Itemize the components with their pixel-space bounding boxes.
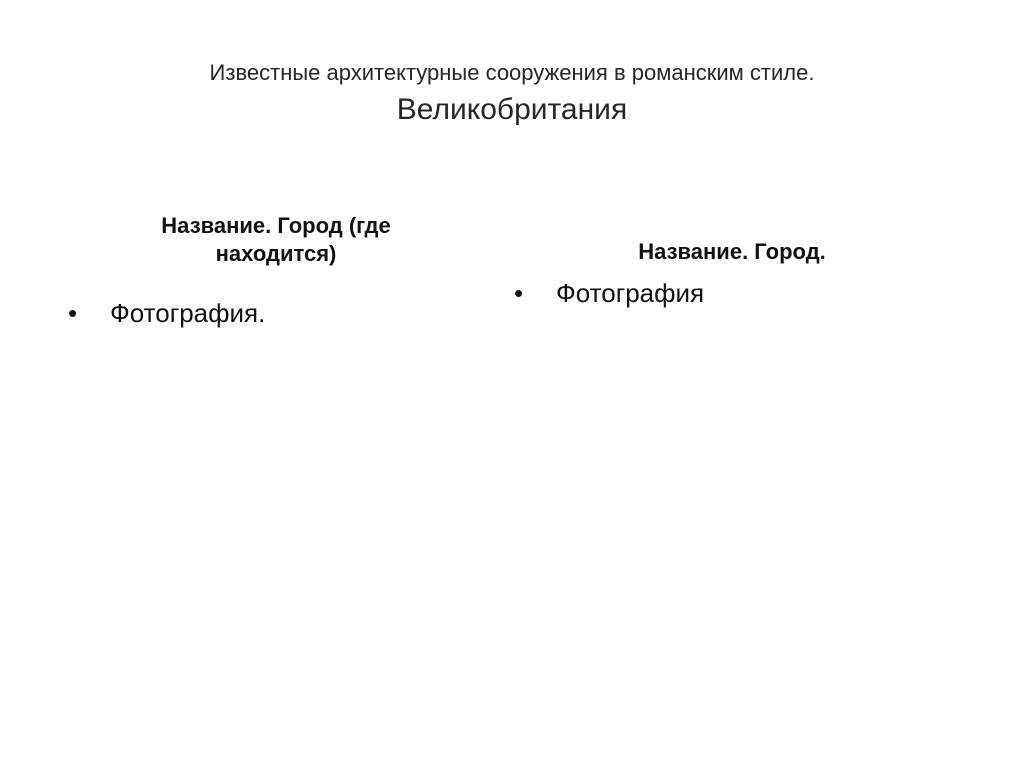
bullet-text: Фотография	[556, 278, 705, 308]
bullet-text: Фотография.	[110, 298, 266, 328]
list-item	[512, 276, 952, 310]
bullet-icon: •	[68, 298, 78, 328]
left-column	[66, 212, 486, 330]
right-column	[512, 238, 952, 310]
left-column-heading-line1: Название. Город (где	[161, 213, 391, 238]
left-column-heading-line2: находится)	[215, 241, 337, 266]
left-column-heading	[66, 212, 486, 268]
list-item	[66, 296, 486, 330]
right-column-heading: Название. Город.	[638, 239, 826, 264]
slide-title-line2: Великобритания	[396, 93, 628, 126]
bullet-icon: •	[514, 278, 524, 308]
left-column-bullet-list	[66, 296, 486, 330]
slide-title	[60, 56, 964, 130]
slide-title-line1: Известные архитектурные сооружения в романским стиле.	[209, 60, 815, 85]
right-column-bullet-list	[512, 276, 952, 310]
